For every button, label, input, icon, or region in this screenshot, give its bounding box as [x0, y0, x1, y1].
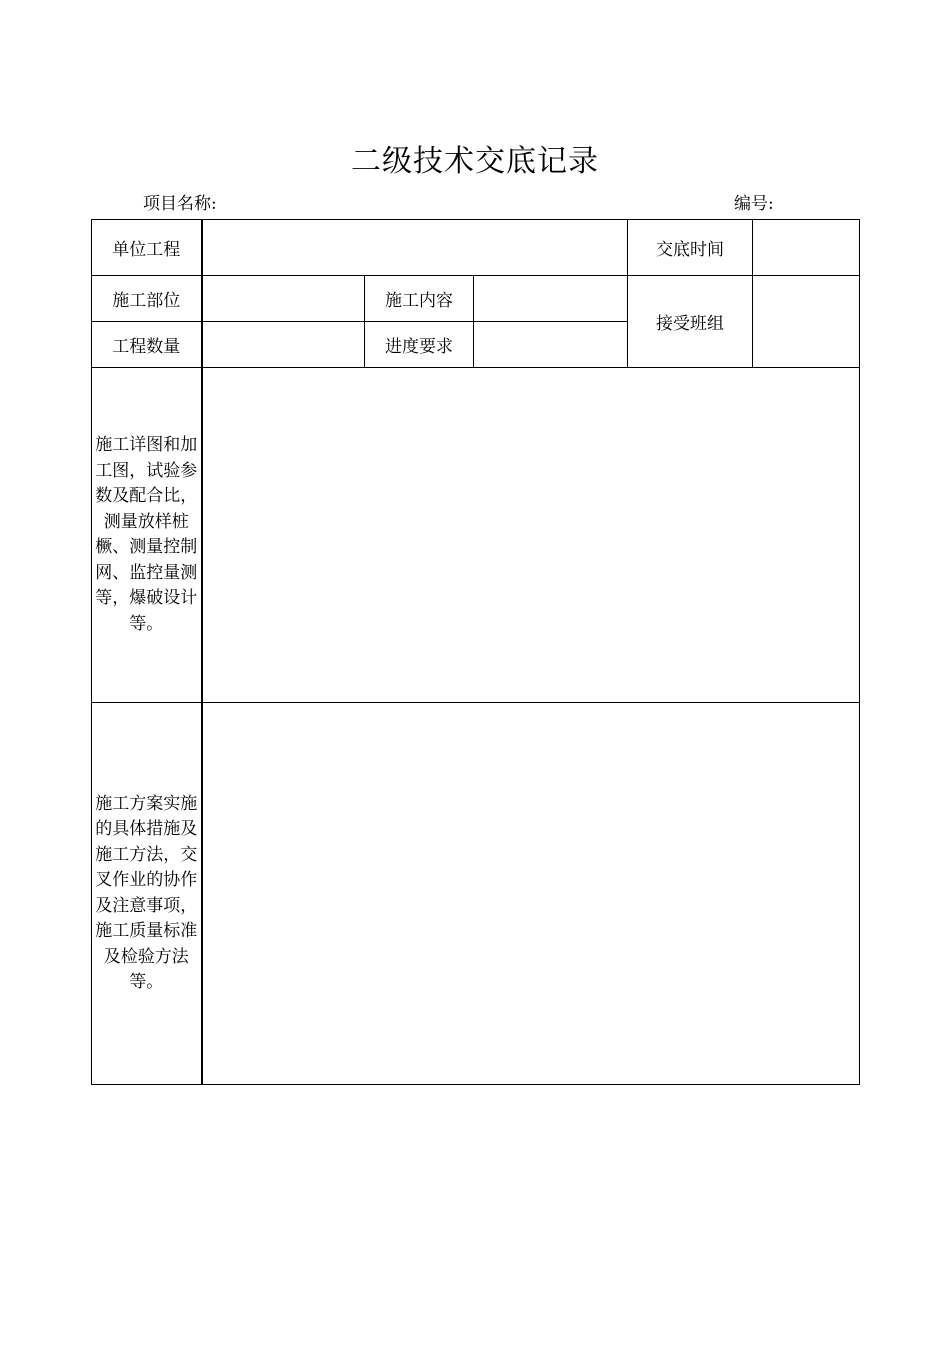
receiving-team-value[interactable] — [753, 276, 860, 368]
schedule-label: 进度要求 — [365, 322, 474, 368]
unit-project-label: 单位工程 — [92, 220, 202, 276]
number-label: 编号: — [734, 194, 774, 214]
document-title: 二级技术交底记录 — [351, 144, 599, 179]
construction-content-value[interactable] — [474, 276, 628, 322]
quantity-label: 工程数量 — [92, 322, 202, 368]
unit-project-value[interactable] — [202, 220, 628, 276]
construction-part-label: 施工部位 — [92, 276, 202, 322]
quantity-value[interactable] — [202, 322, 365, 368]
construction-part-value[interactable] — [202, 276, 365, 322]
handover-record-table — [91, 219, 860, 1085]
scheme-cell — [92, 703, 202, 1085]
scheme-content[interactable] — [202, 703, 860, 1085]
handover-time-value[interactable] — [753, 220, 860, 276]
project-name-label: 项目名称: — [143, 194, 217, 214]
detail-drawings-label: 施工详图和加工图，试验参数及配合比，测量放样桩橛、测量控制网、监控量测等，爆破设计等。 — [95, 435, 198, 634]
schedule-value[interactable] — [474, 322, 628, 368]
detail-drawings-content[interactable] — [202, 368, 860, 703]
detail-drawings-cell — [92, 368, 202, 703]
construction-content-label: 施工内容 — [365, 276, 474, 322]
receiving-team-label: 接受班组 — [628, 276, 753, 368]
scheme-label: 施工方案实施的具体措施及施工方法，交叉作业的协作及注意事项，施工质量标准及检验方法等。 — [95, 793, 198, 992]
handover-time-label: 交底时间 — [628, 220, 753, 276]
